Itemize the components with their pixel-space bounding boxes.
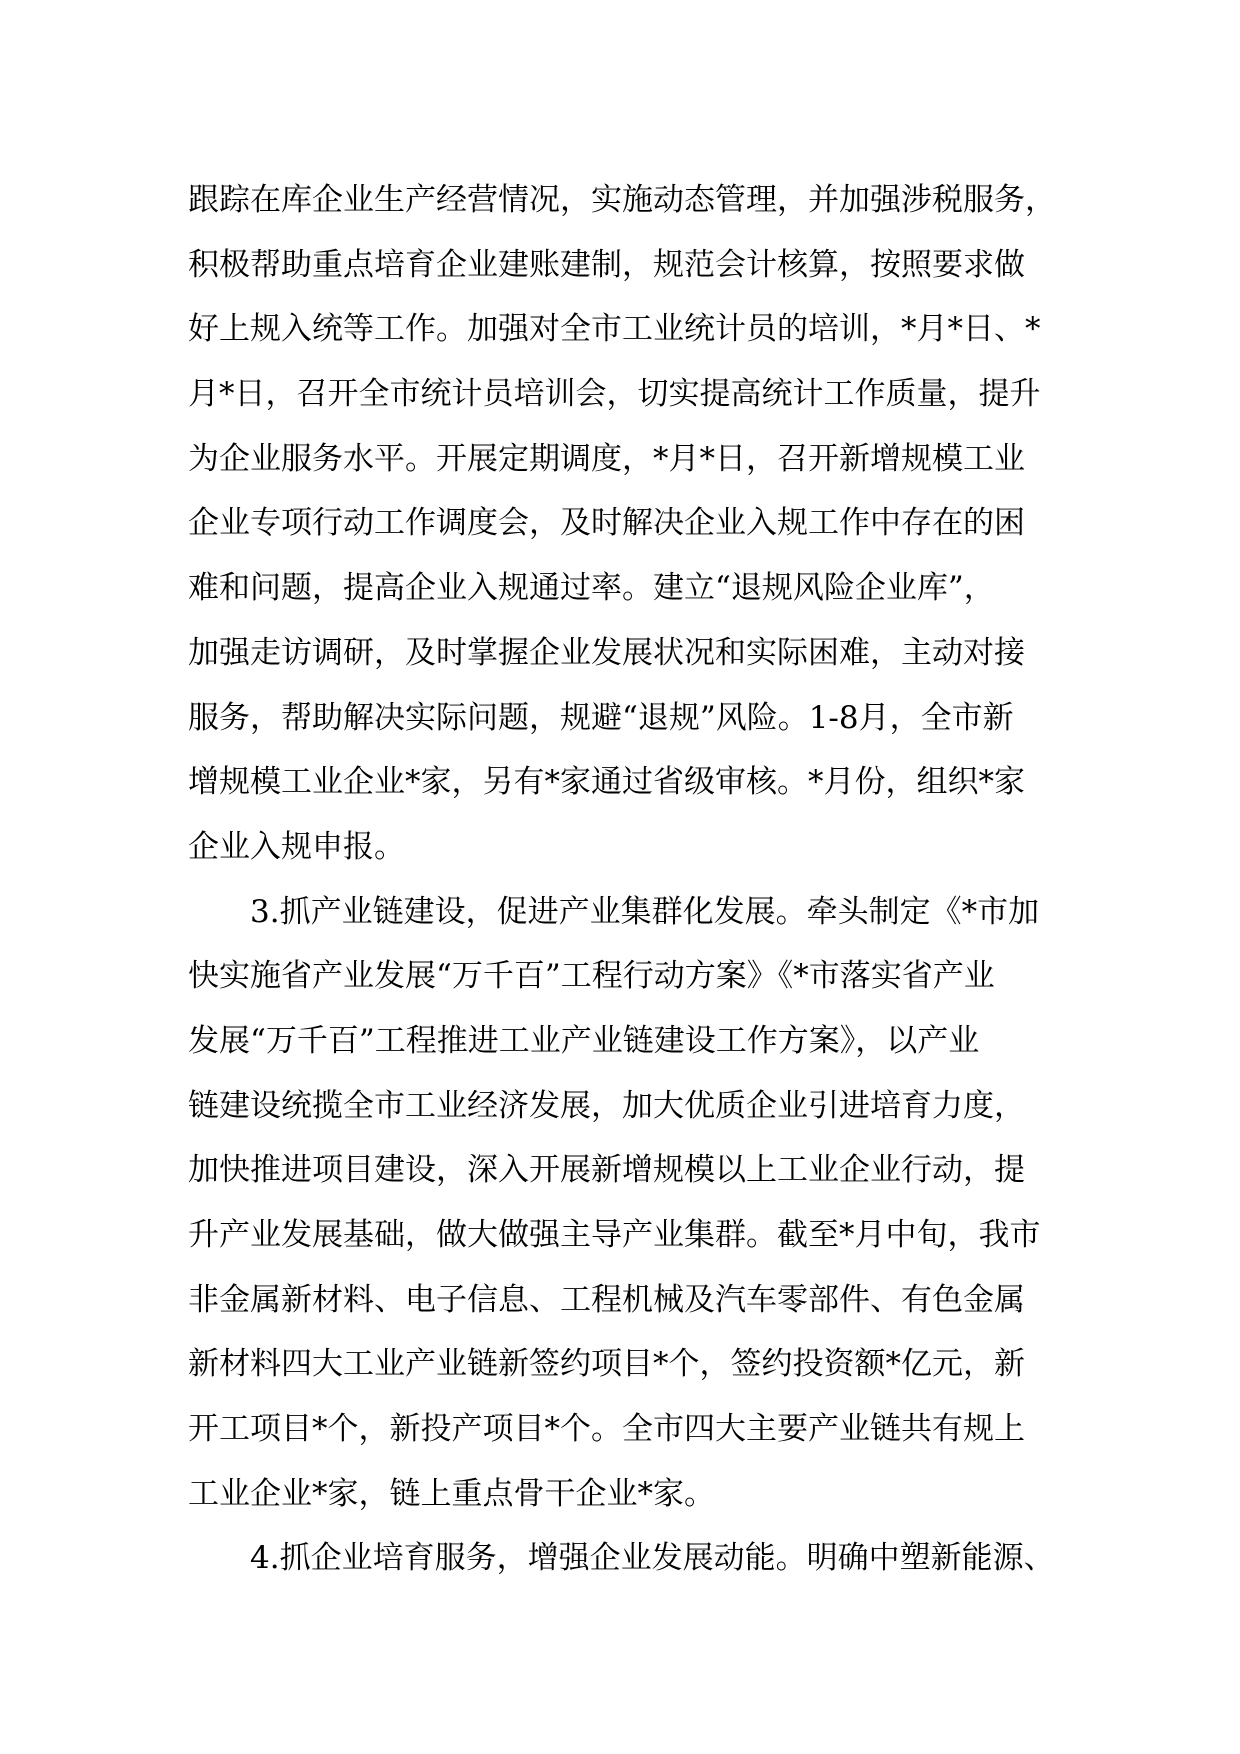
body-text bbox=[188, 168, 1088, 1591]
text-line-10: 增规模工业企业*家，另有*家通过省级审核。*月份，组织*家 bbox=[188, 764, 1025, 801]
text-line-11: 企业入规申报。 bbox=[188, 828, 405, 865]
text-line-20: 开工项目*个，新投产项目*个。全市四大主要产业链共有规上 bbox=[188, 1411, 1025, 1448]
text-line-7: 难和问题，提高企业入规通过率。建立“退规风险企业库”， bbox=[188, 570, 995, 607]
text-line-16: 加快推进项目建设，深入开展新增规模以上工业企业行动，提 bbox=[188, 1152, 1025, 1189]
section-3-heading-line: 3.抓产业链建设，促进产业集群化发展。牵头制定《*市加 bbox=[250, 893, 1040, 930]
text-line-6: 企业专项行动工作调度会，及时解决企业入规工作中存在的困 bbox=[188, 505, 1025, 542]
text-line-9: 服务，帮助解决实际问题，规避“退规”风险。1-8月，全市新 bbox=[188, 699, 1014, 736]
text-line-4: 月*日，召开全市统计员培训会，切实提高统计工作质量，提升 bbox=[188, 376, 1041, 413]
text-line-21: 工业企业*家，链上重点骨干企业*家。 bbox=[188, 1475, 715, 1512]
text-line-5: 为企业服务水平。开展定期调度，*月*日，召开新增规模工业 bbox=[188, 440, 1025, 477]
text-line-15: 链建设统揽全市工业经济发展，加大优质企业引进培育力度， bbox=[188, 1087, 1025, 1124]
section-4-heading-line: 4.抓企业培育服务，增强企业发展动能。明确中塑新能源、 bbox=[250, 1540, 1055, 1577]
text-line-19: 新材料四大工业产业链新签约项目*个，签约投资额*亿元，新 bbox=[188, 1346, 1025, 1383]
text-line-18: 非金属新材料、电子信息、工程机械及汽车零部件、有色金属 bbox=[188, 1281, 1025, 1318]
text-line-2: 积极帮助重点培育企业建账建制，规范会计核算，按照要求做 bbox=[188, 246, 1025, 283]
text-line-3: 好上规入统等工作。加强对全市工业统计员的培训，*月*日、* bbox=[188, 311, 1041, 348]
text-line-17: 升产业发展基础，做大做强主导产业集群。截至*月中旬，我市 bbox=[188, 1217, 1041, 1253]
text-line-8: 加强走访调研，及时掌握企业发展状况和实际困难，主动对接 bbox=[188, 634, 1025, 671]
text-line-1: 跟踪在库企业生产经营情况，实施动态管理，并加强涉税服务， bbox=[188, 182, 1056, 218]
text-line-13: 快实施省产业发展“万千百”工程行动方案》《*市落实省产业 bbox=[188, 958, 995, 995]
text-line-14: 发展“万千百”工程推进工业产业链建设工作方案》，以产业 bbox=[188, 1022, 980, 1059]
